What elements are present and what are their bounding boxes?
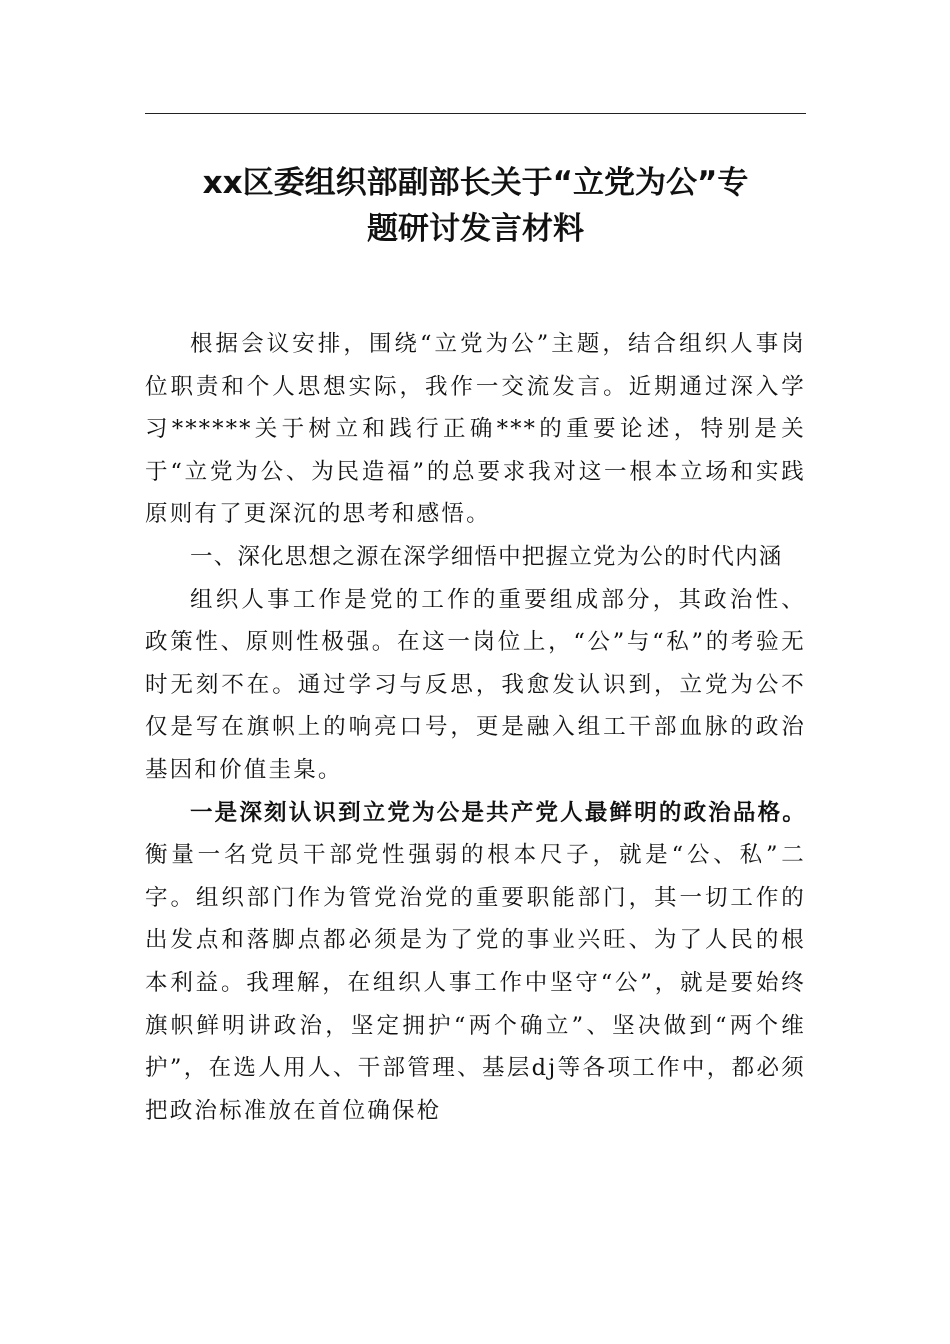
- title-line-1: xx区委组织部副部长关于“立党为公”专: [202, 165, 749, 201]
- point-1-text: 衡量一名党员干部党性强弱的根本尺子，就是“公、私”二字。组织部门作为管党治党的重要职能部门，其一切工作的出发点和落脚点都必须是为了党的事业兴旺、为了人民的根本利益。我理解，在组织人事工作中坚守“公”，就是要始终旗帜鲜明讲政治，坚定拥护“两个确立”、坚决做到“两个维护”，在选人用人、干部管理、基层dj等各项工作中，都必须把政治标准放在首位确保枪: [145, 842, 806, 1124]
- section-1-heading: 一、深化思想之源在深学细悟中把握立党为公的时代内涵: [190, 543, 783, 570]
- header-rule: [145, 113, 806, 114]
- title-line-2: 题研讨发言材料: [367, 211, 584, 247]
- intro-paragraph: 根据会议安排，围绕“立党为公”主题，结合组织人事岗位职责和个人思想实际，我作一交流发言。近期通过深入学习******关于树立和践行正确***的重要论述，特别是关于“立党为公、为民造福”的总要求我对这一根本立场和实践原则有了更深沉的思考和感悟。: [145, 331, 806, 528]
- document-title: [145, 160, 806, 252]
- point-1-paragraph: [145, 792, 806, 1133]
- section-1-paragraph: 组织人事工作是党的工作的重要组成部分，其政治性、政策性、原则性极强。在这一岗位上，“公”与“私”的考验无时无刻不在。通过学习与反思，我愈发认识到，立党为公不仅是写在旗帜上的响亮口号，更是融入组工干部血脉的政治基因和价值圭臬。: [145, 586, 806, 783]
- point-1-lead: 一是深刻认识到立党为公是共产党人最鲜明的政治品格。: [190, 799, 806, 826]
- document-body: [145, 323, 806, 1132]
